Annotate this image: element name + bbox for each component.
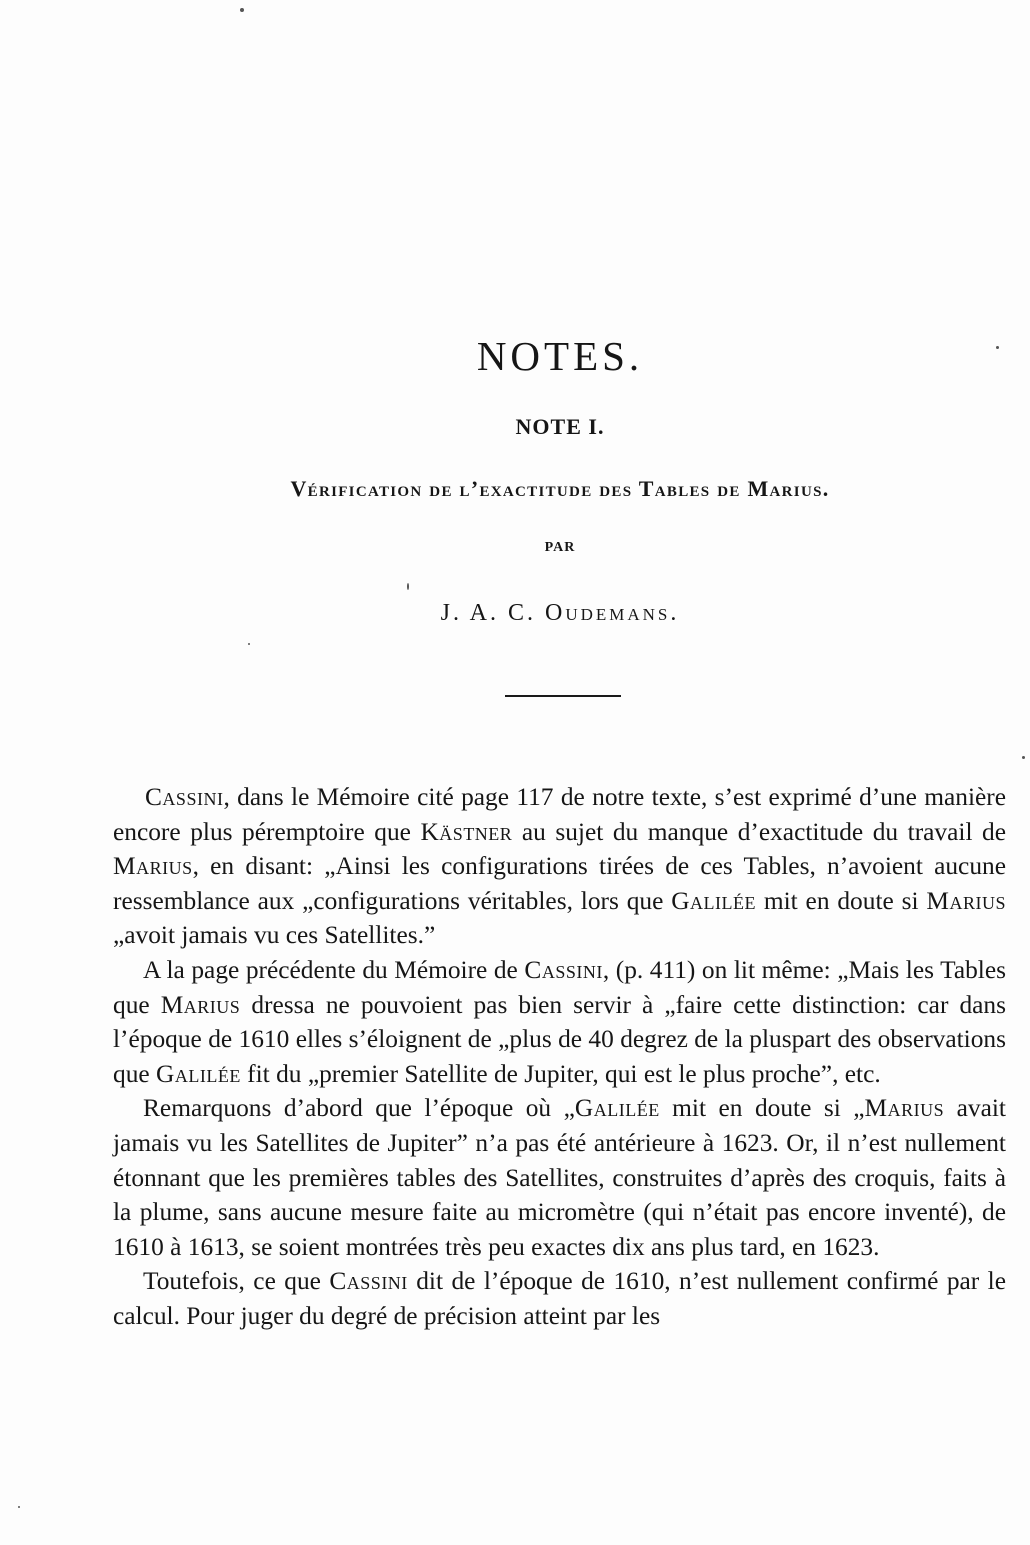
separator-rule (505, 695, 621, 697)
person-name: Kästner (420, 817, 513, 846)
text-run: „avoit jamais vu ces Satellites.” (113, 921, 436, 950)
text-run: Toutefois, ce que (143, 1267, 330, 1296)
scan-speck (1022, 756, 1025, 759)
person-name: Galilée (671, 886, 757, 915)
text-run: , (p. 411) on lit même: „Mais les Tables que (113, 955, 1007, 1019)
scan-speck (407, 583, 409, 590)
text-run: Remarquons d’abord que l’époque où „ (143, 1094, 575, 1123)
person-name: Marius (864, 1094, 945, 1123)
person-name: Cassini (145, 783, 224, 811)
paragraph (113, 953, 1006, 1091)
paragraph (113, 780, 1006, 953)
scan-speck (240, 8, 244, 12)
person-name: Marius (160, 990, 241, 1019)
person-name: Marius (113, 852, 193, 881)
author-name: J. A. C. Oudemans. (440, 600, 680, 626)
text-run: mit en doute si „ (659, 1094, 865, 1123)
by-line: PAR (544, 540, 576, 555)
text-run: fit du „premier Satellite de Jupiter, qui est le plus proche”, etc. (240, 1059, 881, 1088)
text-run: , en disant: „Ainsi les configurations tirées de ces Tables, n’avoient aucune ressemblance aux „configurations véritables, lors que (113, 852, 1006, 915)
text-run: , dans le Mémoire cité page 117 de notre texte, s’est exprimé d’une manière encore plus péremptoire que (113, 783, 1006, 846)
text-run: avait jamais vu les Satellites de Jupiter” n’a pas été antérieure à 1623. Or, il n’est nullement étonnant que les premières tables des Satellites, construites d’après des croquis, faits à la plume, sans aucune mesure faite au micromètre (qui n’était pas encore inventé), de 1610 à 1613, se soient montrées très peu exactes dix ans plus tard, en 1623. (113, 1094, 1006, 1261)
text-run: dit de l’époque de 1610, n’est nullement confirmé par le calcul. Pour juger du degré de précision atteint par les (113, 1267, 1006, 1330)
person-name: Galilée (574, 1094, 660, 1123)
person-name: Cassini (524, 955, 603, 984)
paragraph (113, 1091, 1006, 1264)
person-name: Galilée (156, 1059, 241, 1088)
body-text (113, 780, 1006, 1334)
text-run: A la page précédente du Mémoire de (143, 955, 525, 984)
paragraph (113, 1264, 1006, 1333)
person-name: Marius (926, 886, 1006, 915)
person-name: Cassini (329, 1267, 408, 1296)
scan-speck (996, 346, 999, 349)
note-subtitle: Vérification de l’exactitude des Tables de Marius. (290, 476, 830, 501)
scan-speck (18, 1506, 20, 1508)
text-run: mit en doute si (756, 886, 927, 915)
section-title: NOTES. (476, 333, 644, 379)
text-run: au sujet du manque d’exactitude du travail de (512, 817, 1006, 846)
scan-speck (248, 643, 250, 645)
text-run: dressa ne pouvoient pas bien servir à „faire cette distinction: car dans l’époque de 1610 elles s’éloignent de „plus de 40 degrez de la pluspart des observations que (113, 990, 1006, 1088)
note-number: NOTE I. (515, 414, 605, 439)
